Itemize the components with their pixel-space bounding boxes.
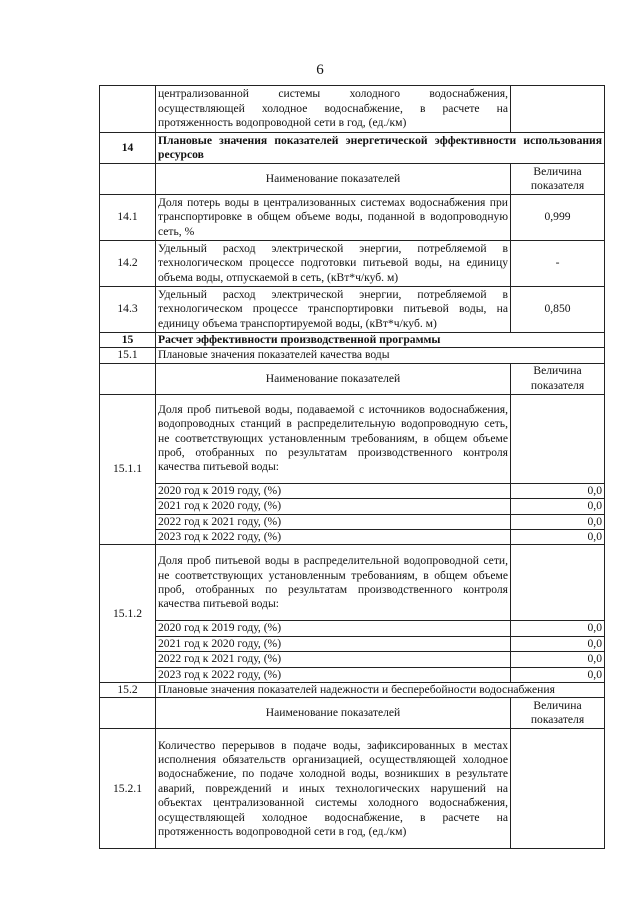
row-description: Доля потерь воды в централизованных системах водоснабжения при транспортировке в общем объеме воды, поданной в водопроводную сеть, % [156, 195, 511, 241]
year-value: 0,0 [511, 636, 605, 651]
page-number: 6 [316, 62, 324, 78]
header-number-cell [100, 164, 156, 195]
row-description: Удельный расход электрической энергии, потребляемой в технологическом процессе подготовки питьевой воды, на единицу объема воды, отпускаемой в сеть, (кВт*ч/куб. м) [156, 241, 511, 287]
table-row [100, 545, 605, 621]
row-description: Удельный расход электрической энергии, потребляемой в технологическом процессе транспортировки питьевой воды, на единицу объема транспортируемой воды, (кВт*ч/куб. м) [156, 287, 511, 333]
table-row [100, 241, 605, 287]
header-number-cell [100, 363, 156, 394]
year-label: 2020 год к 2019 году, (%) [156, 483, 511, 498]
year-row [100, 483, 605, 498]
subsection-15-2-row [100, 683, 605, 698]
row-number-cell [100, 86, 156, 133]
section-number: 15 [100, 333, 156, 348]
header-name: Наименование показателей [156, 698, 511, 729]
row-number: 14.2 [100, 241, 156, 287]
year-row [100, 530, 605, 545]
year-value: 0,0 [511, 621, 605, 636]
year-row [100, 667, 605, 682]
row-value [511, 394, 605, 483]
year-row [100, 621, 605, 636]
row-number: 15.1.1 [100, 394, 156, 545]
header-value: Величина показателя [511, 363, 605, 394]
year-label: 2021 год к 2020 году, (%) [156, 636, 511, 651]
section-title: Расчет эффективности производственной программы [156, 333, 605, 348]
section-title: Плановые значения показателей энергетической эффективности использования ресурсов [156, 133, 605, 164]
year-label: 2021 год к 2020 году, (%) [156, 499, 511, 514]
table-row [100, 729, 605, 849]
year-row [100, 636, 605, 651]
subsection-title: Плановые значения показателей надежности и бесперебойности водоснабжения [156, 683, 605, 698]
row-value: 0,850 [511, 287, 605, 333]
year-row [100, 514, 605, 529]
year-row [100, 652, 605, 667]
year-value: 0,0 [511, 499, 605, 514]
year-value: 0,0 [511, 483, 605, 498]
year-label: 2023 год к 2022 году, (%) [156, 667, 511, 682]
table-row [100, 86, 605, 133]
row-value [511, 545, 605, 621]
year-row [100, 499, 605, 514]
subsection-number: 15.2 [100, 683, 156, 698]
row-description: централизованной системы холодного водоснабжения, осуществляющей холодное водоснабжение, в расчете на протяженность водопроводной сети в год, (ед./км) [156, 86, 511, 133]
row-description: Доля проб питьевой воды в распределительной водопроводной сети, не соответствующих установленным требованиям, в общем объеме проб, отобранных по результатам производственного контроля качества питьевой воды: [156, 545, 511, 621]
year-label: 2023 год к 2022 году, (%) [156, 530, 511, 545]
header-name: Наименование показателей [156, 164, 511, 195]
row-number: 15.1.2 [100, 545, 156, 683]
header-name: Наименование показателей [156, 363, 511, 394]
header-value: Величина показателя [511, 698, 605, 729]
subsection-number: 15.1 [100, 348, 156, 363]
row-value: - [511, 241, 605, 287]
year-value: 0,0 [511, 530, 605, 545]
section-number: 14 [100, 133, 156, 164]
header-number-cell [100, 698, 156, 729]
header-row [100, 698, 605, 729]
row-description: Количество перерывов в подаче воды, зафиксированных в местах исполнения обязательств организацией, осуществляющей холодное водоснабжение, по подаче холодной воды, возникших в результате аварий, повреждений и иных технологических нарушений на объектах централизованной системы холодного водоснабжения, осуществляющей холодное водоснабжение, в расчете на протяженность водопроводной сети в год, (ед./км) [156, 729, 511, 849]
row-number: 14.1 [100, 195, 156, 241]
table-row [100, 394, 605, 483]
row-value [511, 729, 605, 849]
section-14-row [100, 133, 605, 164]
header-row [100, 363, 605, 394]
subsection-title: Плановые значения показателей качества воды [156, 348, 605, 363]
table-row [100, 287, 605, 333]
year-value: 0,0 [511, 652, 605, 667]
row-value [511, 86, 605, 133]
section-15-row [100, 333, 605, 348]
row-number: 15.2.1 [100, 729, 156, 849]
year-label: 2022 год к 2021 году, (%) [156, 652, 511, 667]
year-value: 0,0 [511, 667, 605, 682]
table-row [100, 195, 605, 241]
subsection-15-1-row [100, 348, 605, 363]
header-row [100, 164, 605, 195]
header-value: Величина показателя [511, 164, 605, 195]
year-value: 0,0 [511, 514, 605, 529]
row-number: 14.3 [100, 287, 156, 333]
indicators-table [99, 85, 605, 849]
year-label: 2020 год к 2019 году, (%) [156, 621, 511, 636]
row-description: Доля проб питьевой воды, подаваемой с источников водоснабжения, водопроводных станций в распределительную водопроводную сеть, не соответствующих установленным требованиям, в общем объеме проб, отобранных по результатам производственного контроля качества питьевой воды: [156, 394, 511, 483]
row-value: 0,999 [511, 195, 605, 241]
year-label: 2022 год к 2021 году, (%) [156, 514, 511, 529]
